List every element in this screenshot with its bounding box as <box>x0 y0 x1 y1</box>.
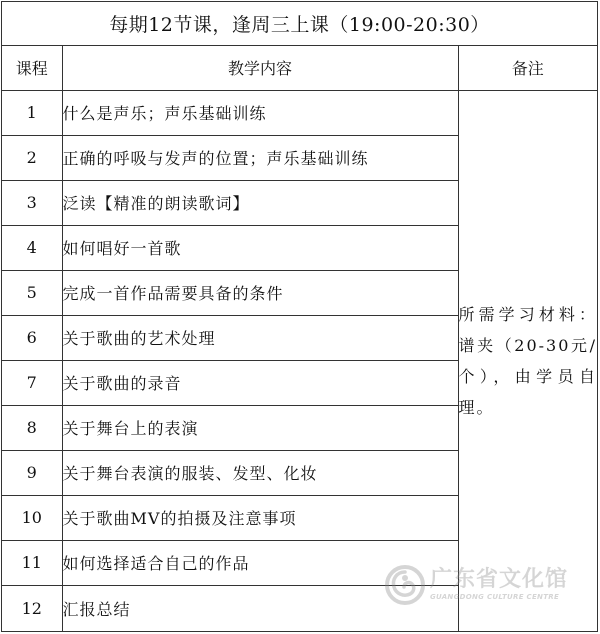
lesson-content: 正确的呼吸与发声的位置；声乐基础训练 <box>62 135 458 180</box>
lesson-number: 8 <box>2 405 62 450</box>
notes-text: 所需学习材料：谱夹（20-30元/个），由学员自理。 <box>458 90 597 631</box>
table-row <box>2 90 597 135</box>
header-lesson: 课程 <box>2 46 62 90</box>
schedule-title: 每期12节课，逢周三上课（19:00-20:30） <box>2 2 597 46</box>
lesson-number: 10 <box>2 495 62 540</box>
lesson-content: 完成一首作品需要具备的条件 <box>62 270 458 315</box>
lesson-number: 11 <box>2 540 62 585</box>
watermark-text <box>430 568 568 602</box>
lesson-content: 关于歌曲的艺术处理 <box>62 315 458 360</box>
lesson-content: 关于歌曲的录音 <box>62 360 458 405</box>
lesson-number: 4 <box>2 225 62 270</box>
watermark <box>384 563 589 607</box>
lesson-content: 关于舞台表演的服装、发型、化妆 <box>62 450 458 495</box>
watermark-cn: 广东省文化馆 <box>430 567 569 592</box>
lesson-number: 9 <box>2 450 62 495</box>
lesson-table <box>2 46 597 632</box>
schedule-sheet <box>1 1 598 632</box>
watermark-en: GUANGDONG CULTURE CENTRE <box>430 593 560 601</box>
lesson-content: 如何选择适合自己的作品 <box>62 540 458 585</box>
lesson-content: 如何唱好一首歌 <box>62 225 458 270</box>
lesson-content: 泛读【精准的朗读歌词】 <box>62 180 458 225</box>
culture-centre-logo-icon <box>384 564 426 606</box>
lesson-number: 7 <box>2 360 62 405</box>
lesson-content: 汇报总结 <box>62 585 458 631</box>
lesson-number: 1 <box>2 90 62 135</box>
lesson-content: 关于歌曲MV的拍摄及注意事项 <box>62 495 458 540</box>
table-header-row <box>2 46 597 90</box>
lesson-number: 3 <box>2 180 62 225</box>
lesson-number: 6 <box>2 315 62 360</box>
header-notes: 备注 <box>458 46 597 90</box>
lesson-content: 什么是声乐；声乐基础训练 <box>62 90 458 135</box>
lesson-number: 5 <box>2 270 62 315</box>
lesson-number: 2 <box>2 135 62 180</box>
header-content: 教学内容 <box>62 46 458 90</box>
lesson-number: 12 <box>2 585 62 631</box>
lesson-content: 关于舞台上的表演 <box>62 405 458 450</box>
